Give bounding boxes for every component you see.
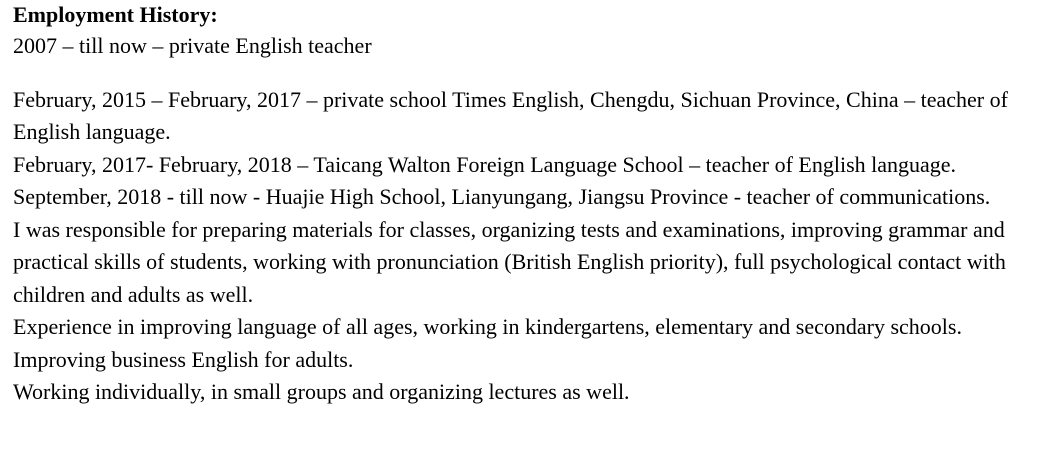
entry-taicang-walton: February, 2017- February, 2018 – Taicang Walton Foreign Language School – teacher of English language. [13,151,957,177]
entry-times-english: February, 2015 – February, 2017 – private school Times English, Chengdu, Sichuan Province, China – teacher of English language. [13,86,1008,144]
responsibilities-paragraph: I was responsible for preparing materials for classes, organizing tests and examinations, improving grammar and practical skills of students, working with pronunciation (British English priority), full psychological contact with children and adults as well. [13,216,1006,307]
experience-paragraph: Experience in improving language of all ages, working in kindergartens, elementary and secondary schools. Improving business English for adults. [13,314,962,372]
entry-private-teacher: 2007 – till now – private English teacher [13,33,372,58]
section-heading: Employment History: [13,2,218,27]
working-style-paragraph: Working individually, in small groups and organizing lectures as well. [13,379,630,404]
entry-huajie-high-school: September, 2018 - till now - Huajie High School, Lianyungang, Jiangsu Province - teacher of communications. [13,184,991,209]
document-body [13,0,1053,409]
spacer [13,63,1053,84]
